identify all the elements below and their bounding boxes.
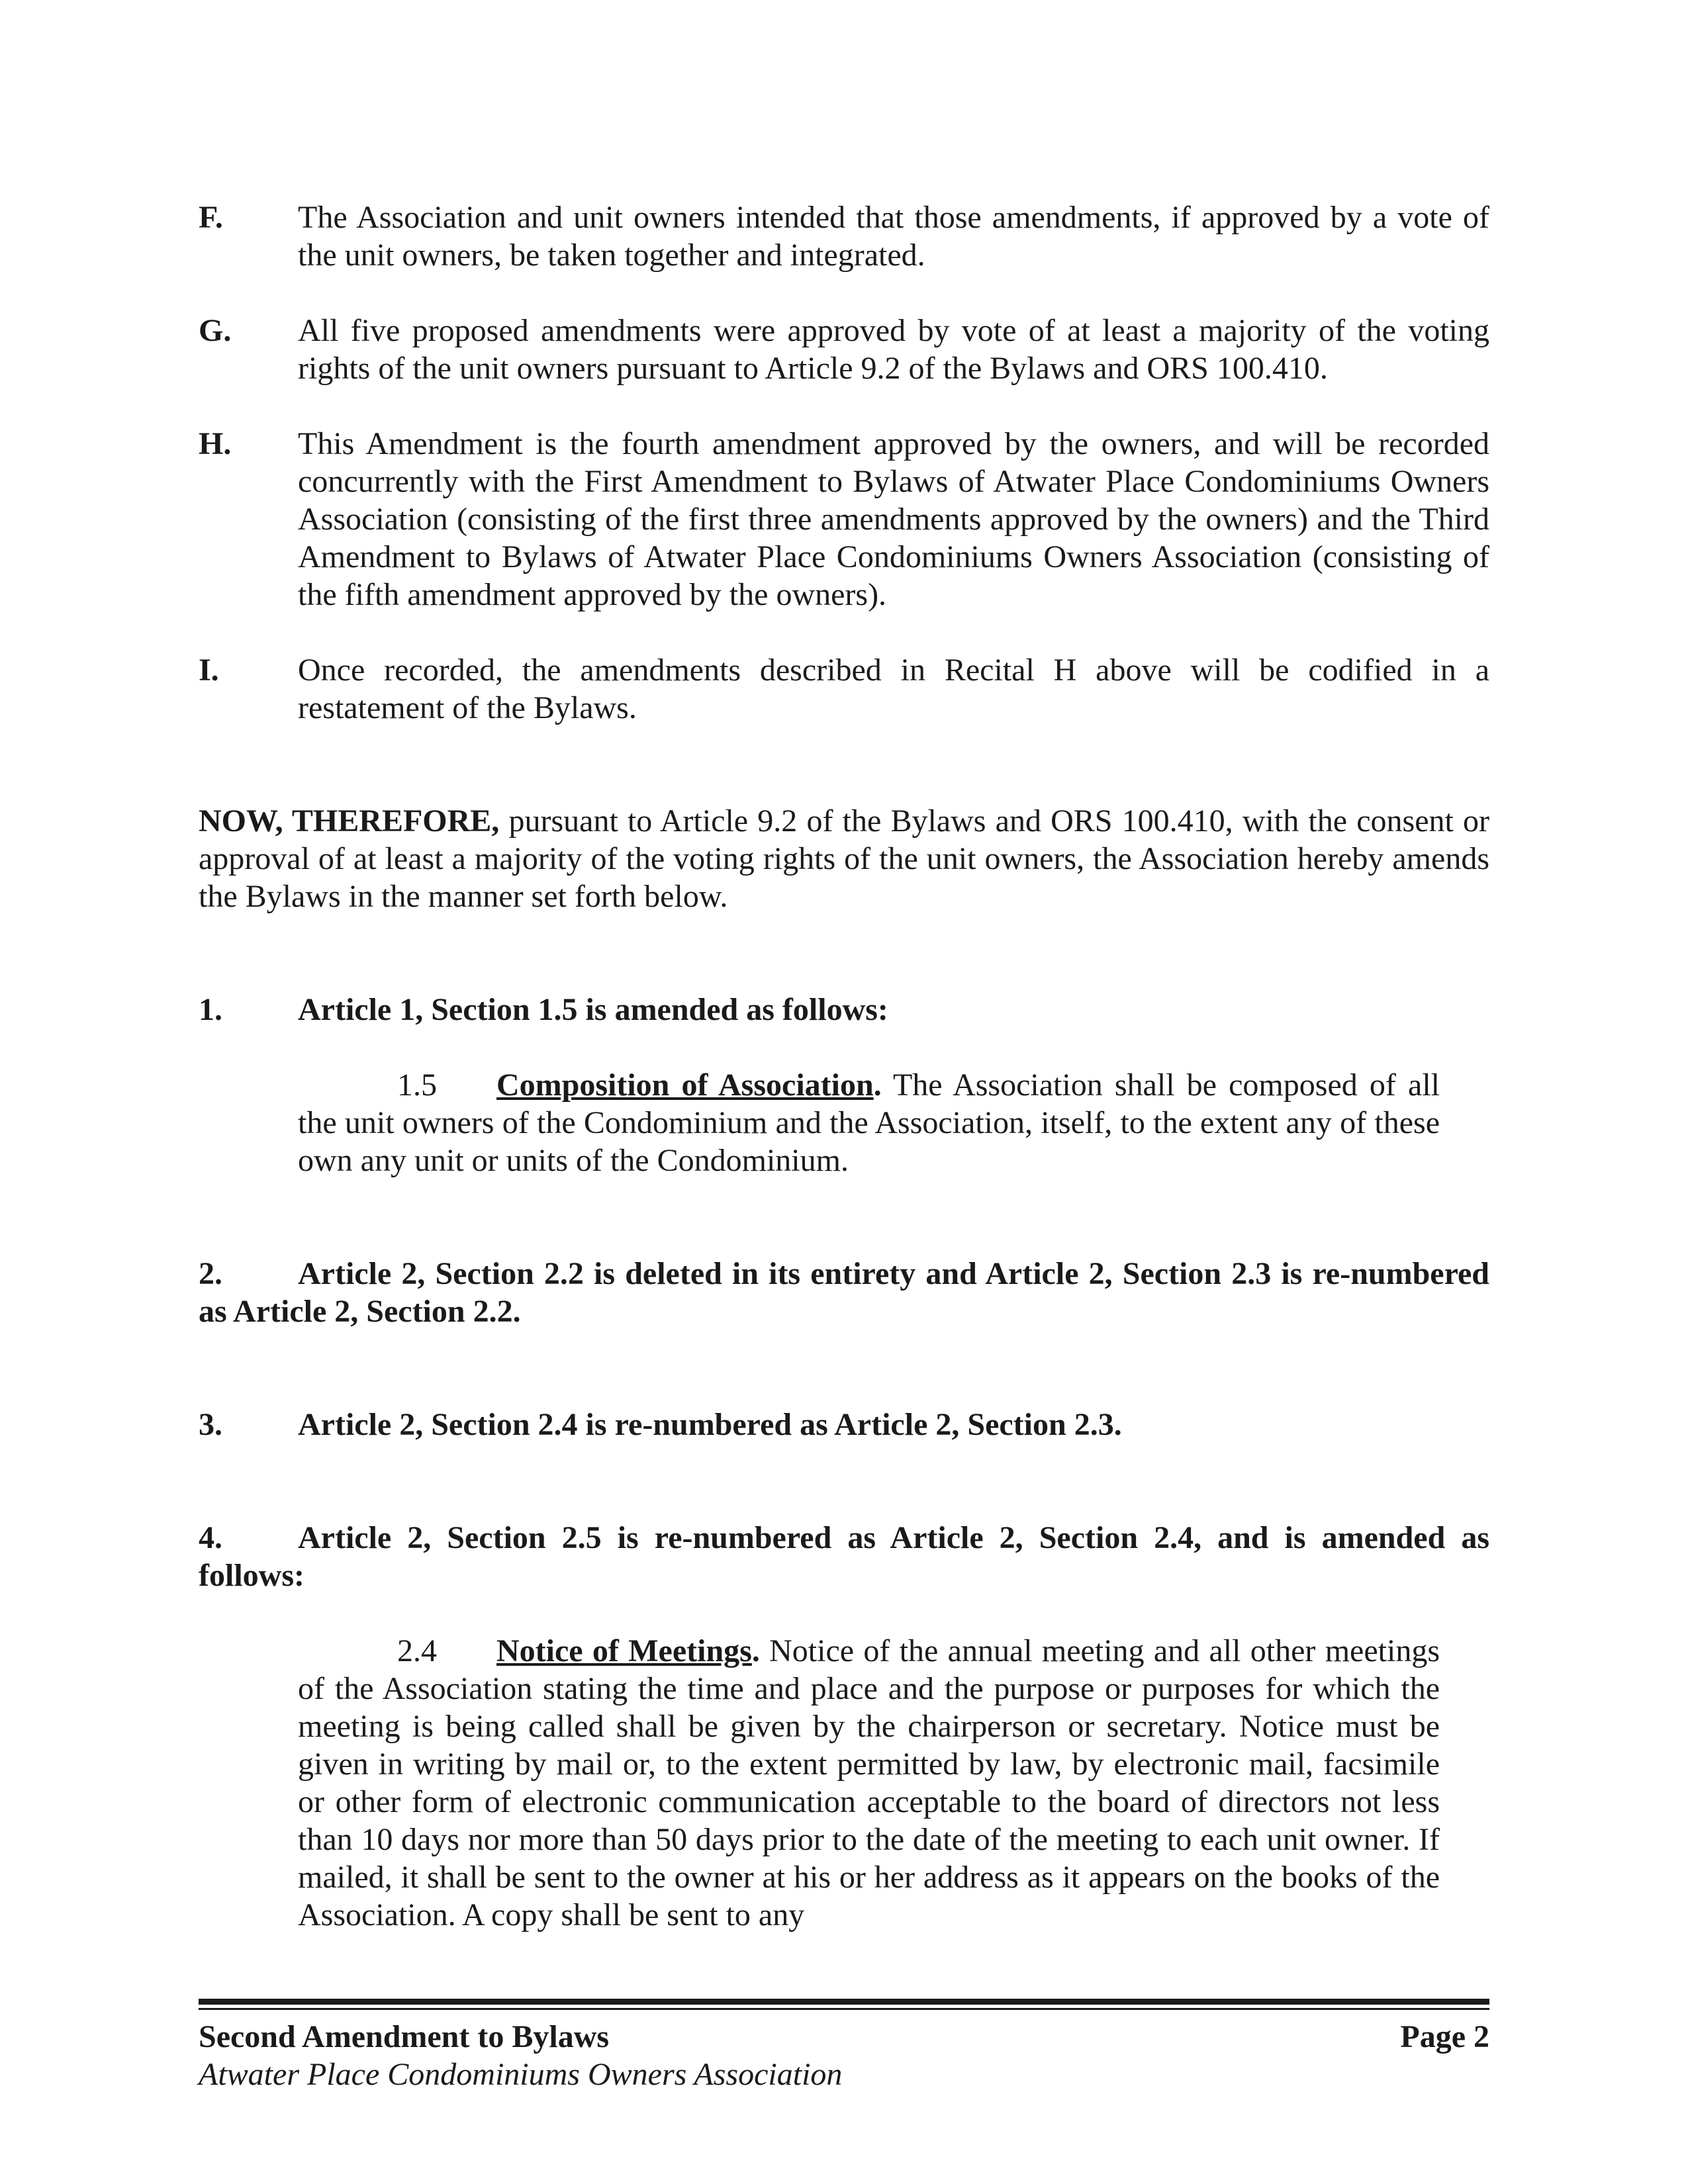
- amendment-heading-text: Article 2, Section 2.5 is re-numbered as Article 2, Section 2.4, and is amended as follows:: [199, 1520, 1489, 1593]
- amendment-number: 1.: [199, 992, 222, 1027]
- footer-rule-thick: [199, 1999, 1489, 2005]
- footer-rule-thin: [199, 2008, 1489, 2010]
- amendment-heading-text: Article 1, Section 1.5 is amended as follows:: [298, 992, 888, 1027]
- recital-f: [199, 199, 1489, 274]
- section-body: Notice of the annual meeting and all other meetings of the Association stating the time and place and the purpose or purposes for which the meeting is being called shall be given by the chairperson or secretary. Notice must be given in writing by mail or, to the extent permitted by law, by electronic mail, facsimile or other form of electronic communication acceptable to the board of directors not less than 10 days nor more than 50 days prior to the date of the meeting to each unit owner. If mailed, it shall be sent to the owner at his or her address as it appears on the books of the Association. A copy shall be sent to any: [298, 1633, 1440, 1933]
- footer-subtitle: Atwater Place Condominiums Owners Association: [199, 2057, 843, 2092]
- amendment-2-heading: [199, 1255, 1489, 1330]
- recital-h: [199, 425, 1489, 614]
- amendment-4-heading: [199, 1519, 1489, 1594]
- amendment-heading-text: Article 2, Section 2.4 is re-numbered as Article 2, Section 2.3.: [298, 1407, 1122, 1442]
- amendment-1-heading: [199, 991, 1489, 1028]
- section-title: Composition of Association: [496, 1068, 874, 1103]
- footer-title: Second Amendment to Bylaws: [199, 2019, 610, 2054]
- recital-text: All five proposed amendments were approved by vote of at least a majority of the voting rights of the unit owners pursuant to Article 9.2 of the Bylaws and ORS 100.410.: [298, 313, 1489, 386]
- footer-page-number: Page 2: [1400, 2019, 1489, 2054]
- recital-g: [199, 312, 1489, 387]
- footer-row: [199, 2018, 1489, 2056]
- section-number: 1.5: [397, 1068, 437, 1103]
- now-therefore-text: pursuant to Article 9.2 of the Bylaws and ORS 100.410, with the consent or approval of at least a majority of the voting rights of the unit owners, the Association hereby amends the Bylaws in the manner set forth below.: [199, 803, 1489, 914]
- page-footer: [199, 1999, 1489, 2093]
- recital-letter: I.: [199, 653, 219, 688]
- section-body: The Association shall be composed of all the unit owners of the Condominium and the Association, itself, to the extent any of these own any unit or units of the Condominium.: [298, 1068, 1440, 1178]
- section-1-5-text: 1.5 Composition of Association. The Association shall be composed of all the unit owners of the Condominium and the Association, itself, to the extent any of these own any unit or units of the Condominium.: [298, 1068, 1440, 1178]
- now-therefore-lead: NOW, THEREFORE,: [199, 803, 500, 839]
- recital-text: The Association and unit owners intended that those amendments, if approved by a vote of the unit owners, be taken together and integrated.: [298, 200, 1489, 273]
- recital-letter: H.: [199, 426, 232, 461]
- recital-text: Once recorded, the amendments described in Recital H above will be codified in a restatement of the Bylaws.: [298, 653, 1489, 725]
- amendment-number: 4.: [199, 1520, 222, 1555]
- recital-text: This Amendment is the fourth amendment approved by the owners, and will be recorded concurrently with the First Amendment to Bylaws of Atwater Place Condominiums Owners Association (consisting of the first three amendments approved by the owners) and the Third Amendment to Bylaws of Atwater Place Condominiums Owners Association (consisting of the fifth amendment approved by the owners).: [298, 426, 1489, 612]
- amendment-heading-text: Article 2, Section 2.2 is deleted in its entirety and Article 2, Section 2.3 is re-numbered as Article 2, Section 2.2.: [199, 1256, 1489, 1329]
- amendment-number: 2.: [199, 1256, 222, 1291]
- section-number: 2.4: [397, 1633, 437, 1668]
- recital-letter: G.: [199, 313, 232, 348]
- recital-i: [199, 651, 1489, 727]
- section-title: Notice of Meetings: [496, 1633, 752, 1668]
- section-2-4-text: 2.4 Notice of Meetings. Notice of the annual meeting and all other meetings of the Association stating the time and place and the purpose or purposes for which the meeting is being called shall be given by the chairperson or secretary. Notice must be given in writing by mail or, to the extent permitted by law, by electronic mail, facsimile or other form of electronic communication acceptable to the board of directors not less than 10 days nor more than 50 days prior to the date of the meeting to each unit owner. If mailed, it shall be sent to the owner at his or her address as it appears on the books of the Association. A copy shall be sent to any: [298, 1633, 1440, 1933]
- recital-letter: F.: [199, 200, 223, 235]
- amendment-3-heading: [199, 1406, 1489, 1443]
- amendment-number: 3.: [199, 1407, 222, 1442]
- now-therefore-paragraph: [199, 802, 1489, 915]
- document-page: [199, 199, 1489, 1934]
